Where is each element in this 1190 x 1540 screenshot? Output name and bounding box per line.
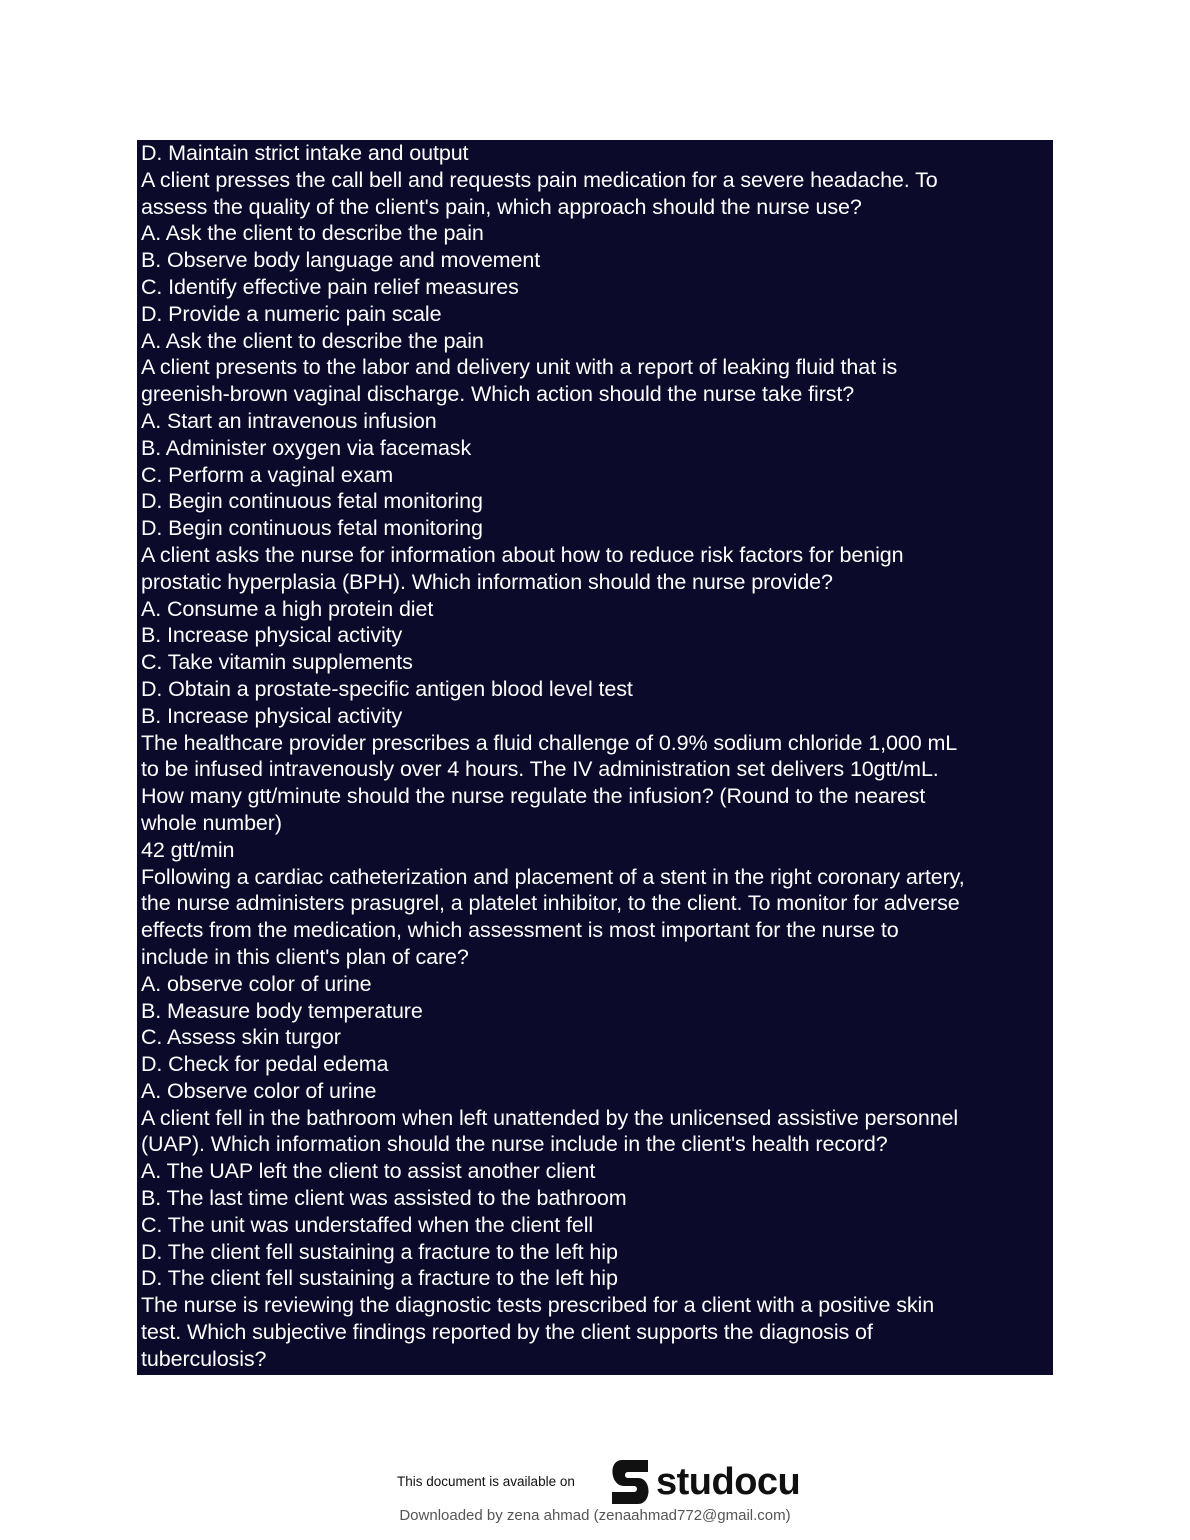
text-line: B. Observe body language and movement: [141, 248, 541, 273]
text-line: D. Maintain strict intake and output: [141, 141, 469, 165]
text-line: A client fell in the bathroom when left unattended by the unlicensed assistive personnel: [141, 1105, 959, 1130]
studocu-logo-icon: [608, 1458, 654, 1506]
footer-available-text: This document is available on: [397, 1474, 575, 1489]
text-line: A. Ask the client to describe the pain: [141, 221, 484, 246]
text-line: to be infused intravenously over 4 hours. The IV administration set delivers 10gtt/mL.: [141, 757, 939, 782]
text-line: assess the quality of the client's pain, which approach should the nurse use?: [141, 194, 862, 219]
text-line: A. Ask the client to describe the pain: [141, 328, 484, 353]
text-line: the nurse administers prasugrel, a platelet inhibitor, to the client. To monitor for adverse: [141, 891, 960, 916]
text-line: test. Which subjective findings reported by the client supports the diagnosis of: [141, 1320, 873, 1345]
text-line: greenish-brown vaginal discharge. Which action should the nurse take first?: [141, 382, 855, 407]
text-line: effects from the medication, which assessment is most important for the nurse to: [141, 918, 899, 943]
text-line: D. Begin continuous fetal monitoring: [141, 489, 483, 514]
text-line: D. The client fell sustaining a fracture to the left hip: [141, 1266, 618, 1291]
text-line: D. Begin continuous fetal monitoring: [141, 516, 483, 541]
text-line: A client presses the call bell and requests pain medication for a severe headache. To: [141, 167, 938, 192]
downloaded-by-text: Downloaded by zena ahmad (zenaahmad772@gmail.com): [399, 1507, 791, 1524]
text-line: B. Increase physical activity: [141, 623, 403, 648]
text-line: A. Consume a high protein diet: [141, 596, 434, 621]
text-line: A client presents to the labor and delivery unit with a report of leaking fluid that is: [141, 355, 898, 380]
text-line: A client asks the nurse for information about how to reduce risk factors for benign: [141, 542, 904, 567]
text-line: include in this client's plan of care?: [141, 944, 469, 969]
text-line: B. Administer oxygen via facemask: [141, 435, 472, 460]
text-line: How many gtt/minute should the nurse regulate the infusion? (Round to the nearest: [141, 784, 926, 809]
text-line: C. Assess skin turgor: [141, 1025, 341, 1050]
text-line: C. The unit was understaffed when the client fell: [141, 1212, 594, 1237]
studocu-logo[interactable]: [608, 1458, 800, 1506]
text-line: B. Measure body temperature: [141, 998, 423, 1023]
text-line: A. observe color of urine: [141, 971, 372, 996]
text-line: B. Increase physical activity: [141, 703, 403, 728]
text-line: B. The last time client was assisted to the bathroom: [141, 1186, 627, 1211]
text-line: tuberculosis?: [141, 1346, 267, 1371]
text-line: C. Take vitamin supplements: [141, 650, 413, 675]
text-line: D. Obtain a prostate-specific antigen blood level test: [141, 676, 633, 701]
document-text-block: [137, 140, 1053, 1375]
text-line: whole number): [141, 810, 282, 835]
text-line: C. Perform a vaginal exam: [141, 462, 394, 487]
text-line: prostatic hyperplasia (BPH). Which information should the nurse provide?: [141, 569, 833, 594]
text-line: A. Start an intravenous infusion: [141, 408, 437, 433]
text-line: A. Observe color of urine: [141, 1078, 377, 1103]
text-line: Following a cardiac catheterization and placement of a stent in the right coronary artery,: [141, 864, 965, 889]
text-line: C. Identify effective pain relief measures: [141, 274, 519, 299]
text-line: The healthcare provider prescribes a fluid challenge of 0.9% sodium chloride 1,000 mL: [141, 730, 958, 755]
text-line: D. Check for pedal edema: [141, 1052, 389, 1077]
studocu-brand-text: studocu: [656, 1461, 801, 1503]
text-line: 42 gtt/min: [141, 837, 235, 862]
text-line: The nurse is reviewing the diagnostic tests prescribed for a client with a positive skin: [141, 1293, 935, 1318]
text-line: D. Provide a numeric pain scale: [141, 301, 442, 326]
text-line: A. The UAP left the client to assist another client: [141, 1159, 596, 1184]
text-line: D. The client fell sustaining a fracture to the left hip: [141, 1239, 618, 1264]
text-line: (UAP). Which information should the nurse include in the client's health record?: [141, 1132, 888, 1157]
